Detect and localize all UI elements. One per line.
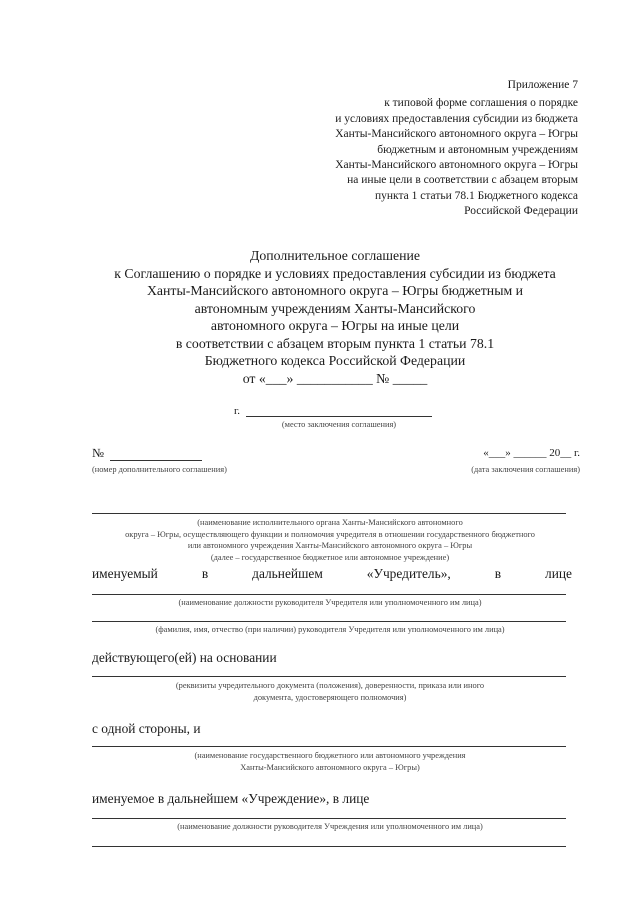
word: именуемый xyxy=(92,566,158,581)
institution-fio-field[interactable] xyxy=(92,846,566,847)
title-line: в соответствии с абзацем вторым пункта 1 статьи 78.1 xyxy=(175,335,495,351)
number-caption: (номер дополнительного соглашения) xyxy=(92,465,227,474)
appendix-line: на иные цели в соответствии с абзацем вторым xyxy=(347,174,578,187)
appendix-line: Российской Федерации xyxy=(464,205,578,218)
institution-position-caption: (наименование должности руководителя Учреждения или уполномоченного им лица) xyxy=(177,822,483,831)
title-line: Ханты-Мансийского автономного округа – Югры бюджетным и xyxy=(146,283,524,298)
founder-position-field[interactable] xyxy=(92,594,566,595)
appendix-line: Ханты-Мансийского автономного округа – Югры xyxy=(335,128,578,141)
founder-position-caption: (наименование должности руководителя Учредителя или уполномоченного им лица) xyxy=(178,598,482,607)
caption-line: (наименование исполнительного органа Ханты-Мансийского автономного xyxy=(197,518,463,527)
appendix-header xyxy=(258,78,578,220)
place-field[interactable] xyxy=(246,416,432,417)
appendix-line: бюджетным и автономным учреждениям xyxy=(377,143,578,156)
appendix-line: к типовой форме соглашения о порядке xyxy=(384,97,578,110)
institution-position-field[interactable] xyxy=(92,818,566,819)
caption-line: документа, удостоверяющего полномочия) xyxy=(253,692,407,702)
one-side-text: с одной стороны, и xyxy=(92,721,201,736)
founder-fio-caption: (фамилия, имя, отчество (при наличии) руководителя Учредителя или уполномоченного им лица) xyxy=(155,625,505,634)
executive-caption xyxy=(92,517,568,563)
title-line: автономным учреждениям Ханты-Мансийского xyxy=(194,300,476,316)
word: в xyxy=(494,566,502,581)
requisites-field[interactable] xyxy=(92,676,566,677)
appendix-line: пункта 1 статьи 78.1 Бюджетного кодекса xyxy=(374,189,578,202)
number-prefix: № xyxy=(92,446,105,460)
word: дальнейшем xyxy=(252,566,323,581)
place-caption: (место заключения соглашения) xyxy=(281,420,397,429)
requisites-caption xyxy=(92,680,568,703)
appendix-line: и условиях предоставления субсидии из бюджета xyxy=(335,112,578,125)
institution-caption xyxy=(92,750,568,773)
date-field[interactable]: «___» ______ 20__ г. xyxy=(483,447,580,459)
caption-line: (далее – государственное бюджетное или автономное учреждение) xyxy=(210,552,450,562)
caption-line: или автономного учреждения Ханты-Мансийского автономного округа – Югры xyxy=(187,541,473,550)
place-prefix: г. xyxy=(234,405,241,417)
caption-line: (реквизиты учредительного документа (положения), доверенности, приказа или иного xyxy=(175,681,485,690)
institution-field[interactable] xyxy=(92,746,566,747)
title-date-number: от «___» ___________ № _____ xyxy=(242,370,428,386)
title-line: к Соглашению о порядке и условиях предоставления субсидии из бюджета xyxy=(114,265,556,281)
appendix-title: Приложение 7 xyxy=(507,79,578,91)
title-line: Дополнительное соглашение xyxy=(249,248,421,263)
acting-basis-text: действующего(ей) на основании xyxy=(92,650,277,665)
word: «Учредитель», xyxy=(366,566,451,581)
date-caption: (дата заключения соглашения) xyxy=(471,465,580,474)
appendix-line: Ханты-Мансийского автономного округа – Югры xyxy=(335,159,578,172)
founder-fio-field[interactable] xyxy=(92,621,566,622)
founder-named-line xyxy=(92,566,572,582)
caption-line: Ханты-Мансийского автономного округа – Югры) xyxy=(240,762,420,772)
caption-line: (наименование государственного бюджетного или автономного учреждения xyxy=(194,751,466,760)
caption-line: округа – Югры, осуществляющего функции и полномочия учредителя в отношении государственного бюджетного xyxy=(125,529,535,539)
title-line: автономного округа – Югры на иные цели xyxy=(210,318,460,333)
document-title xyxy=(60,247,610,387)
word: в xyxy=(201,566,209,581)
title-line: Бюджетного кодекса Российской Федерации xyxy=(204,353,466,368)
institution-named-text: именуемое в дальнейшем «Учреждение», в лице xyxy=(92,791,370,806)
word: лице xyxy=(545,566,572,581)
executive-field[interactable] xyxy=(92,513,566,514)
number-field[interactable] xyxy=(110,460,202,461)
